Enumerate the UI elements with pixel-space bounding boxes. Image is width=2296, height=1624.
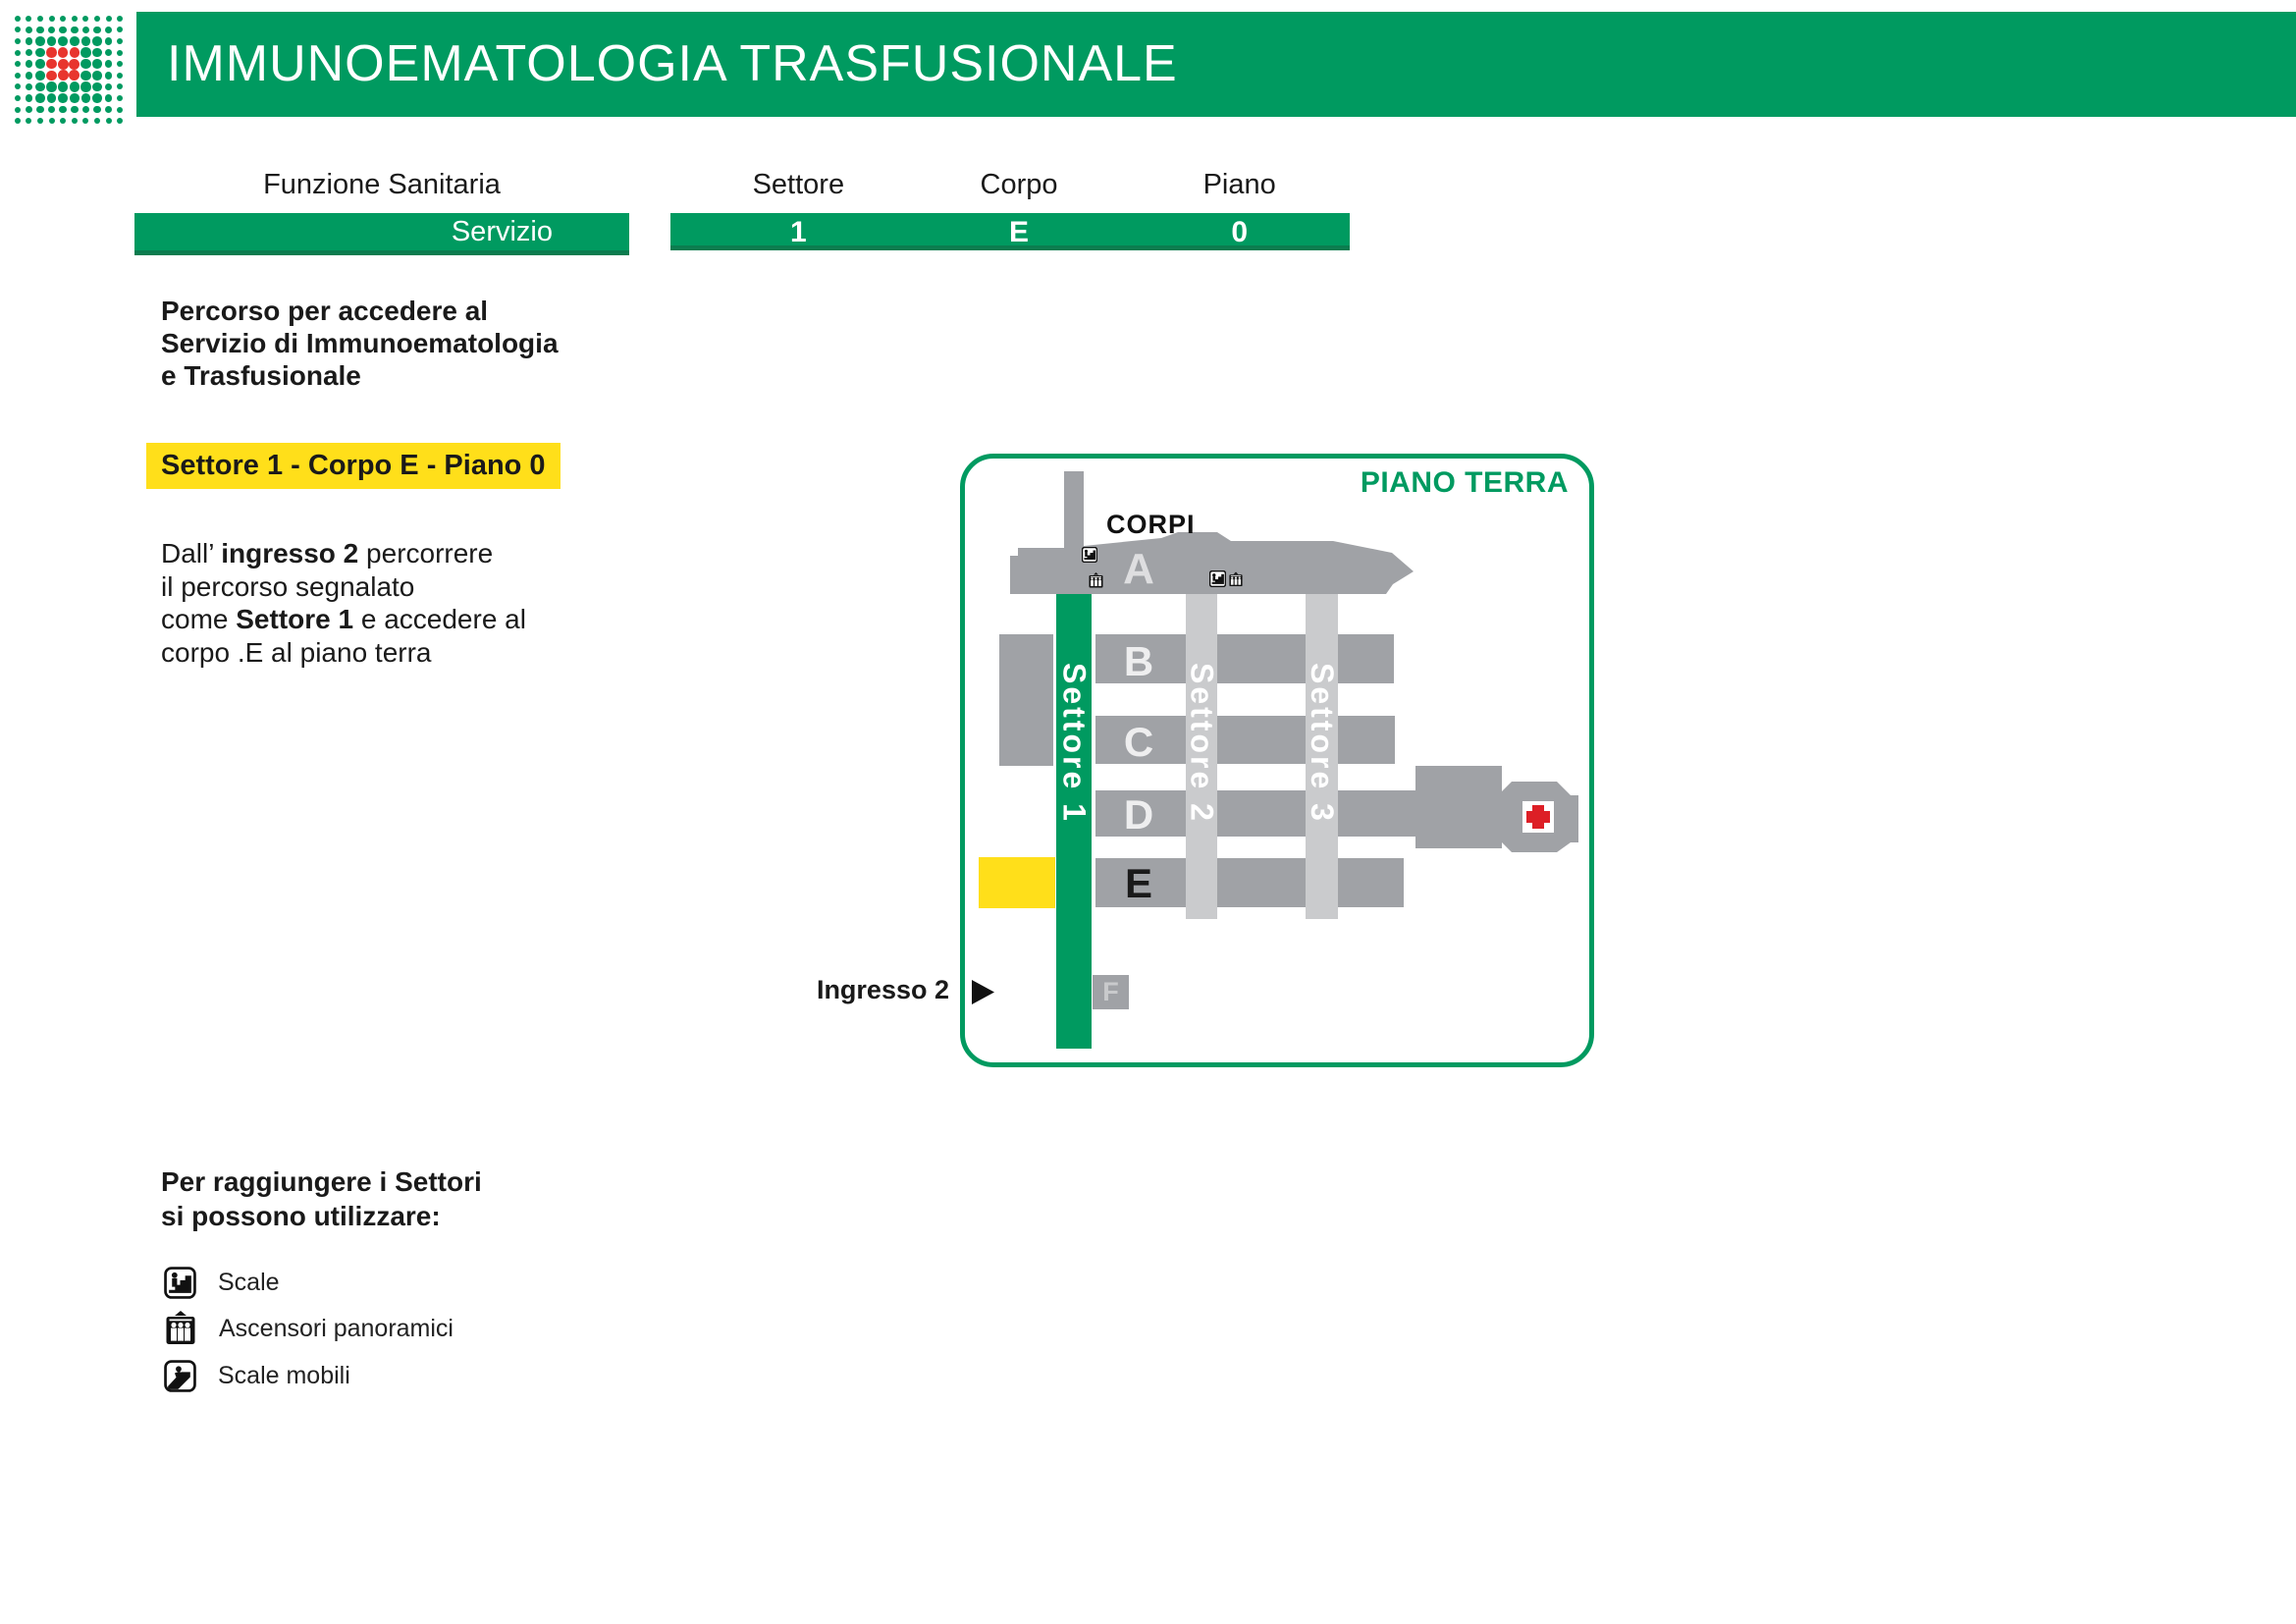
logo-dot [105,83,113,91]
logo-dot [35,36,45,46]
escalator-icon [164,1360,196,1392]
column-header-piano: Piano [1202,169,1276,200]
settore-value: 1 [789,216,807,248]
funzione-value-bar [134,213,629,255]
logo-dot [69,70,80,81]
logo-dot [117,61,123,67]
page-title: IMMUNOEMATOLOGIA TRASFUSIONALE [167,35,1178,92]
logo-dot [47,93,57,103]
entrance-label: Ingresso 2 [816,975,949,1004]
logo-dot [58,70,69,81]
sector-1-label: Settore 1 [1056,663,1093,824]
logo-dot [117,118,123,124]
logo-dot [93,106,101,114]
logo-dot [60,118,66,124]
logo-dot [26,60,33,68]
corpi-label: CORPI [1106,510,1196,539]
legend-label-ascensori: Ascensori panoramici [219,1314,454,1342]
logo-dot [80,59,91,70]
logo-dot [82,118,88,124]
logo-dot [15,50,21,56]
logo-dot [69,59,80,70]
logo-dot [26,16,31,22]
piano-value: 0 [1231,216,1249,248]
logo-dot [26,118,31,124]
logo-dot [35,48,45,58]
logo-dot [117,38,123,44]
legend-item-scale-mobili [164,1358,350,1393]
logo-dot [48,27,56,34]
logo-dot [35,93,45,103]
logo-dot [105,60,113,68]
building-letter-A: A [1123,545,1154,593]
logo-dot [117,27,123,32]
logo-dot [92,93,102,103]
column-headers-right [670,169,1350,204]
logo-dot [70,93,80,103]
logo-dot [92,59,102,69]
logo-dot [26,37,33,45]
logo-dot [82,106,90,114]
column-header-settore: Settore [752,169,845,200]
logo-dot [71,106,79,114]
hospital-dots-logo [12,13,128,129]
logo-dot [71,27,79,34]
building-letter-B: B [1123,638,1154,684]
logo-dot [15,27,21,32]
logo-dot [58,47,69,58]
logo-dot [105,37,113,45]
logo-dot [15,83,21,89]
logo-dot [81,36,91,46]
logo-dot [37,16,43,22]
building-letter-C: C [1123,719,1154,765]
elevator-icon [164,1311,197,1346]
logo-dot [35,71,45,81]
logo-dot [82,16,88,22]
logo-dot [15,61,21,67]
logo-dot [15,73,21,79]
logo-dot [117,107,123,113]
logo-dot [80,81,91,92]
logo-dot [94,118,100,124]
logo-dot [47,36,57,46]
logo-dot [15,107,21,113]
logo-dot [59,106,67,114]
floor-plan-map [960,454,1594,1067]
logo-dot [26,94,33,102]
logo-dot [72,16,78,22]
logo-dot [36,27,44,34]
logo-dot [59,27,67,34]
building-letter-F: F [1102,977,1119,1006]
destination-highlight: Settore 1 - Corpo E - Piano 0 [146,443,561,489]
logo-dot [105,94,113,102]
logo-dot [72,118,78,124]
logo-dot [117,73,123,79]
title-banner [136,12,2296,117]
logo-dot [58,59,69,70]
sector-3-label: Settore 3 [1305,663,1340,824]
logo-dot [46,81,57,92]
logo-dot [49,16,55,22]
logo-dot [82,27,90,34]
logo-dot [58,81,69,92]
logo-dot [15,118,21,124]
logo-dot [60,16,66,22]
logo-dot [117,95,123,101]
logo-dot [35,82,45,92]
logo-dot [106,16,112,22]
logo-dot [46,71,57,81]
logo-dot [105,106,113,114]
column-header-corpo: Corpo [980,169,1058,200]
logo-dot [93,27,101,34]
legend-item-ascensori [164,1311,454,1346]
logo-dot [35,59,45,69]
building-letter-E: E [1124,860,1152,906]
logo-dot [80,47,91,58]
intro-text: Percorso per accedere al Servizio di Immunoematologia e Trasfusionale [161,296,559,391]
logo-dot [81,93,91,103]
logo-dot [92,36,102,46]
logo-dot [37,118,43,124]
logo-dot [92,71,102,81]
corpo-value: E [1009,216,1030,248]
logo-dot [105,27,113,34]
logo-dot [15,95,21,101]
logo-dot [70,47,80,58]
logo-dot [58,36,68,46]
logo-dot [46,47,57,58]
logo-dot [92,82,102,92]
building-letter-D: D [1123,791,1154,838]
location-value-bar [670,213,1350,250]
column-header-funzione: Funzione Sanitaria [263,169,501,200]
route-description: Dall’ ingresso 2 percorrere il percorso segnalato come Settore 1 e accedere al corpo .E al piano terra [161,538,526,668]
logo-dot [26,72,33,80]
legend-label-scale-mobili: Scale mobili [218,1361,350,1389]
logo-dot [94,16,100,22]
logo-dot [46,59,57,70]
logo-dot [80,71,91,81]
logo-dot [106,118,112,124]
logo-dot [117,16,123,22]
logo-dot [26,106,33,114]
logo-dot [48,106,56,114]
sector-2-label: Settore 2 [1184,663,1220,824]
logo-dot [49,118,55,124]
logo-dot [58,93,68,103]
floor-label: PIANO TERRA [1360,466,1569,499]
logo-dot [26,27,33,34]
logo-dot [105,72,113,80]
logo-dot [15,16,21,22]
legend-title: Per raggiungere i Settori si possono utilizzare: [161,1166,482,1231]
logo-dot [105,49,113,57]
logo-dot [26,83,33,91]
legend-item-scale [164,1265,280,1300]
logo-dot [26,49,33,57]
stairs-icon [164,1267,196,1299]
logo-dot [36,106,44,114]
logo-dot [92,48,102,58]
legend-label-scale: Scale [218,1268,280,1296]
logo-dot [117,50,123,56]
map-border [960,454,1594,1067]
logo-dot [15,38,21,44]
logo-dot [70,36,80,46]
funzione-value: Servizio [451,216,553,247]
logo-dot [70,81,80,92]
logo-dot [117,83,123,89]
